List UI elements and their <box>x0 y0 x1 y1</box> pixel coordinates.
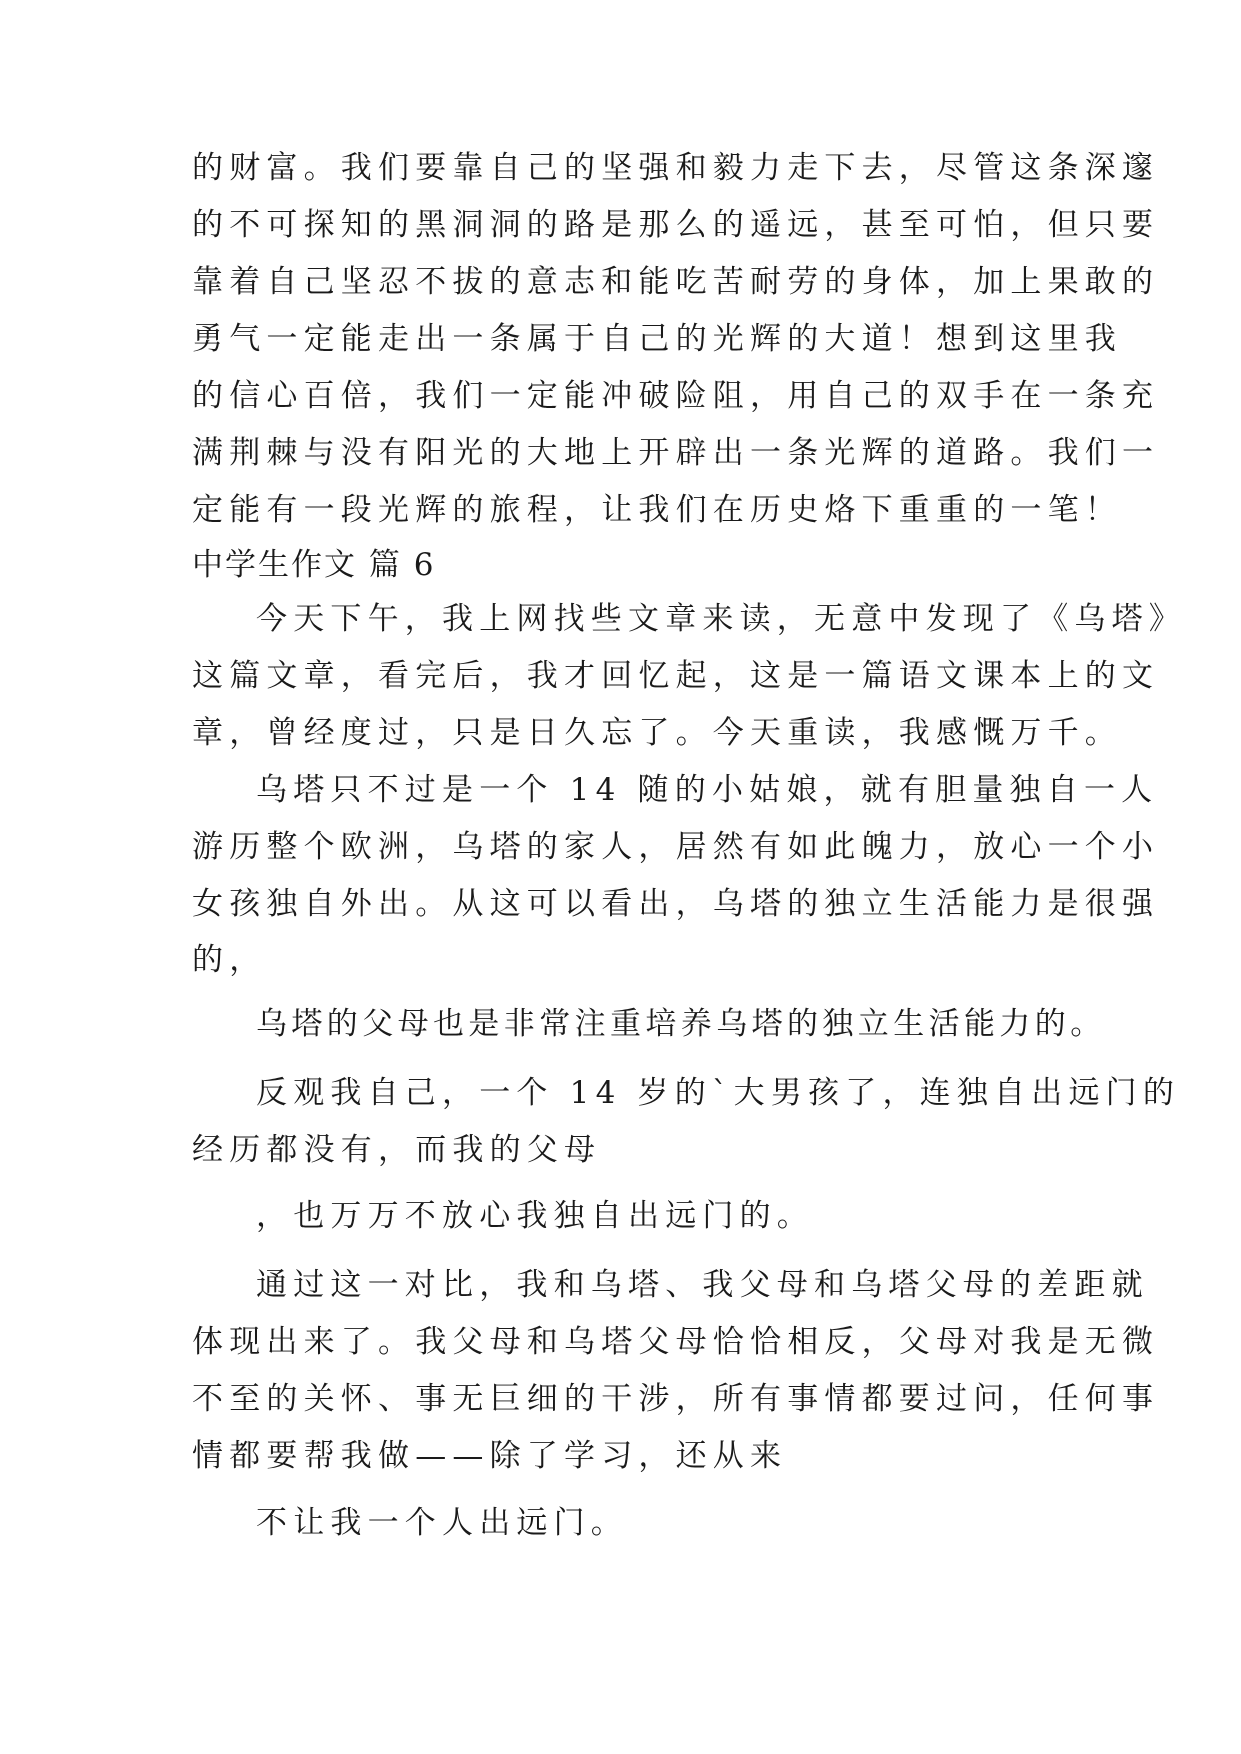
text-line: 通过这一对比，我和乌塔、我父母和乌塔父母的差距就 <box>256 1267 1149 1303</box>
text-line: 的， <box>192 942 267 978</box>
text-line: 不至的关怀、事无巨细的干涉，所有事情都要过问，任何事 <box>192 1381 1160 1417</box>
text-line: 情都要帮我做——除了学习，还从来 <box>192 1438 788 1474</box>
text-line: 的财富。我们要靠自己的坚强和毅力走下去，尽管这条深邃 <box>192 150 1160 186</box>
text-line: 这篇文章，看完后，我才回忆起，这是一篇语文课本上的文 <box>192 658 1160 694</box>
text-line: 经历都没有，而我的父母 <box>192 1132 602 1168</box>
text-line: 乌塔只不过是一个 14 随的小姑娘，就有胆量独自一人 <box>256 772 1159 808</box>
text-line: 乌塔的父母也是非常注重培养乌塔的独立生活能力的。 <box>256 1006 1106 1042</box>
text-line: ，也万万不放心我独自出远门的。 <box>256 1198 814 1234</box>
text-line: 的信心百倍，我们一定能冲破险阻，用自己的双手在一条充 <box>192 378 1160 414</box>
text-line: 章，曾经度过，只是日久忘了。今天重读，我感慨万千。 <box>192 715 1122 751</box>
text-line: 勇气一定能走出一条属于自己的光辉的大道！想到这里我 <box>192 321 1122 357</box>
text-line: 的不可探知的黑洞洞的路是那么的遥远，甚至可怕，但只要 <box>192 207 1160 243</box>
text-line: 游历整个欧洲，乌塔的家人，居然有如此魄力，放心一个小 <box>192 829 1160 865</box>
text-line: 反观我自己，一个 14 岁的`大男孩了，连独自出远门的 <box>256 1075 1181 1111</box>
text-line: 不让我一个人出远门。 <box>256 1505 628 1541</box>
text-line: 体现出来了。我父母和乌塔父母恰恰相反，父母对我是无微 <box>192 1324 1160 1360</box>
section-heading: 中学生作文 篇 6 <box>192 547 436 583</box>
text-line: 今天下午，我上网找些文章来读，无意中发现了《乌塔》 <box>256 601 1186 637</box>
text-line: 满荆棘与没有阳光的大地上开辟出一条光辉的道路。我们一 <box>192 435 1160 471</box>
text-line: 定能有一段光辉的旅程，让我们在历史烙下重重的一笔！ <box>192 492 1122 528</box>
text-line: 靠着自己坚忍不拔的意志和能吃苦耐劳的身体，加上果敢的 <box>192 264 1160 300</box>
text-line: 女孩独自外出。从这可以看出，乌塔的独立生活能力是很强 <box>192 886 1160 922</box>
